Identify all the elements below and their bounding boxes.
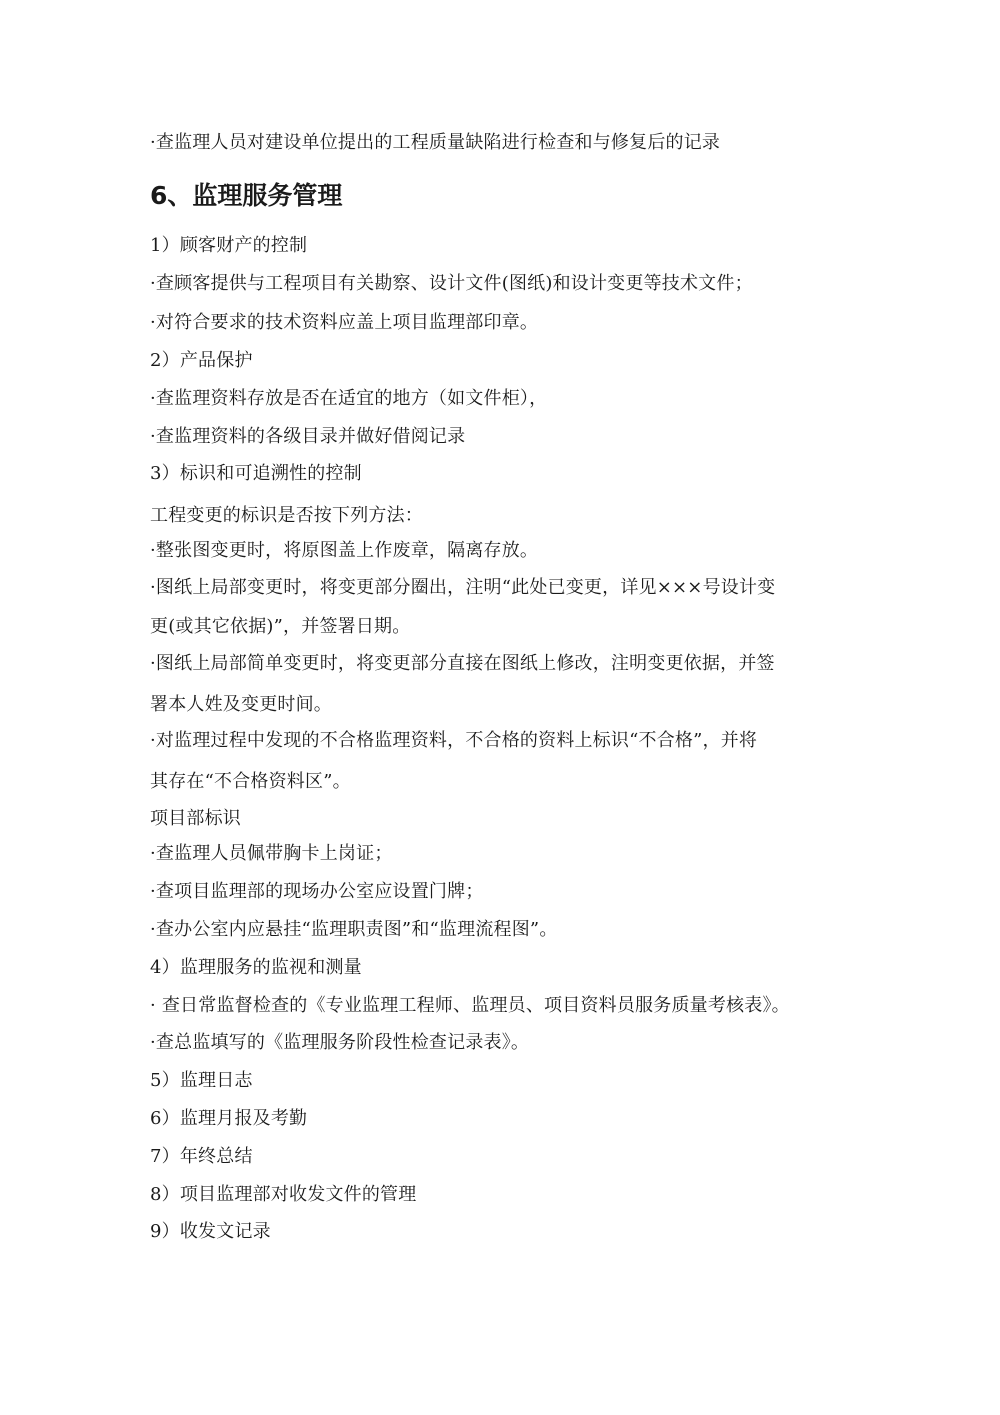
text-line-3: ·对符合要求的技术资料应盖上项目监理部印章。 — [150, 312, 539, 333]
text-line-7: 3）标识和可追溯性的控制 — [150, 463, 362, 484]
text-line-15: 其存在“不合格资料区”。 — [150, 771, 351, 792]
text-line-4: 2）产品保护 — [150, 350, 253, 371]
text-line-12: ·图纸上局部简单变更时，将变更部分直接在图纸上修改，注明变更依据，并签 — [150, 653, 775, 674]
text-line-27: 9）收发文记录 — [150, 1221, 271, 1242]
text-line-6: ·查监理资料的各级目录并做好借阅记录 — [150, 426, 466, 447]
text-line-23: 5）监理日志 — [150, 1070, 253, 1091]
text-line-20: 4）监理服务的监视和测量 — [150, 957, 362, 978]
text-line-13: 署本人姓及变更时间。 — [150, 694, 332, 715]
text-line-8: 工程变更的标识是否按下列方法： — [150, 505, 423, 526]
text-line-11: 更(或其它依据)”，并签署日期。 — [150, 616, 411, 637]
text-line-25: 7）年终总结 — [150, 1146, 253, 1167]
intro-line: ·查监理人员对建设单位提出的工程质量缺陷进行检查和与修复后的记录 — [150, 132, 721, 153]
text-line-14: ·对监理过程中发现的不合格监理资料，不合格的资料上标识“不合格”，并将 — [150, 730, 758, 751]
text-line-24: 6）监理月报及考勤 — [150, 1108, 308, 1129]
text-line-9: ·整张图变更时，将原图盖上作废章，隔离存放。 — [150, 540, 539, 561]
text-line-2: ·查顾客提供与工程项目有关勘察、设计文件(图纸)和设计变更等技术文件； — [150, 273, 753, 294]
text-line-10: ·图纸上局部变更时，将变更部分圈出，注明“此处已变更，详见×××号设计变 — [150, 577, 776, 598]
text-line-26: 8）项目监理部对收发文件的管理 — [150, 1184, 417, 1205]
text-line-21: · 查日常监督检查的《专业监理工程师、监理员、项目资料员服务质量考核表》。 — [150, 995, 790, 1016]
text-line-22: ·查总监填写的《监理服务阶段性检查记录表》。 — [150, 1032, 530, 1053]
text-line-19: ·查办公室内应悬挂“监理职责图”和“监理流程图”。 — [150, 919, 558, 940]
text-line-17: ·查监理人员佩带胸卡上岗证； — [150, 843, 393, 864]
text-line-16: 项目部标识 — [150, 808, 241, 829]
text-line-1: 1）顾客财产的控制 — [150, 235, 308, 256]
text-line-18: ·查项目监理部的现场办公室应设置门牌； — [150, 881, 484, 902]
section-heading: 6、监理服务管理 — [150, 181, 343, 210]
text-line-5: ·查监理资料存放是否在适宜的地方（如文件柜）， — [150, 388, 548, 409]
